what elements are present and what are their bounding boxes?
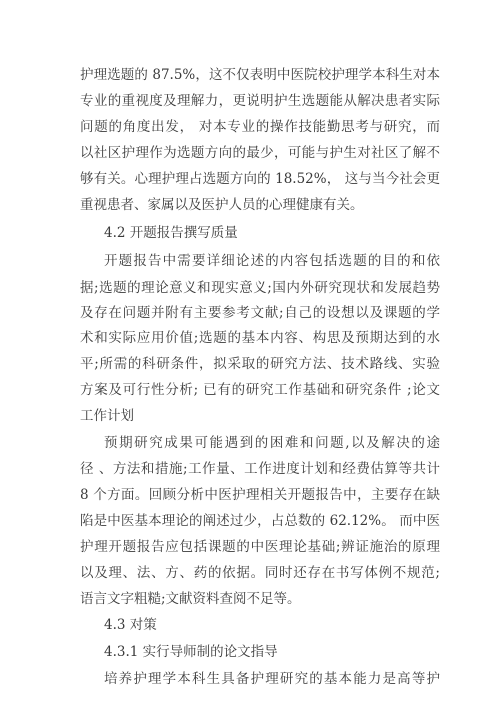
text-line: 平;所需的科研条件，拟采取的研究方法、技术路线、实验 bbox=[80, 356, 440, 372]
text-line: 以社区护理作为选题方向的最少，可能与护生对社区了解不 bbox=[80, 145, 440, 161]
text-line: 护理选题的 87.5%，这不仅表明中医院校护理学本科生对本 bbox=[80, 67, 440, 83]
text-line: 以及理、法、方、药的依据。同时还存在书写体例不规范; bbox=[80, 565, 440, 581]
text-line: 培养护理学本科生具备护理研究的基本能力是高等护 bbox=[104, 671, 440, 687]
subsection-heading: 4.3.1 实行导师制的论文指导 bbox=[104, 644, 278, 660]
text-line: 方案及可行性分析; 已有的研究工作基础和研究条件 ;论文 bbox=[80, 382, 440, 398]
section-heading: 4.3 对策 bbox=[104, 617, 157, 633]
text-line: 及存在问题并附有主要参考文献;自己的设想以及课题的学 bbox=[80, 305, 440, 321]
text-line: 语言文字粗糙;文献资料查阅不足等。 bbox=[80, 591, 301, 607]
text-line: 开题报告中需要详细论述的内容包括选题的目的和依 bbox=[104, 253, 440, 269]
text-line: 专业的重视度及理解力，更说明护生选题能从解决患者实际 bbox=[80, 93, 440, 109]
text-line: 工作计划 bbox=[80, 408, 134, 424]
text-line: 够有关。心理护理占选题方向的 18.52%， 这与当今社会更 bbox=[80, 171, 440, 187]
text-line: 据;选题的理论意义和现实意义;国内外研究现状和发展趋势 bbox=[80, 280, 440, 296]
text-line: 问题的角度出发， 对本专业的操作技能勤思考与研究，而 bbox=[80, 119, 440, 135]
text-line: 径 、方法和措施;工作量、工作进度计划和经费估算等共计 bbox=[80, 461, 440, 477]
section-heading: 4.2 开题报告撰写质量 bbox=[104, 225, 238, 241]
text-line: 陷是中医基本理论的阐述过少，占总数的 62.12%。 而中医 bbox=[80, 513, 440, 529]
text-line: 术和实际应用价值;选题的基本内容、构思及预期达到的水 bbox=[80, 330, 440, 346]
text-line: 8 个方面。回顾分析中医护理相关开题报告中，主要存在缺 bbox=[80, 487, 440, 503]
text-line: 重视患者、家属以及医护人员的心理健康有关。 bbox=[80, 197, 364, 213]
text-line: 护理开题报告应包括课题的中医理论基础;辨证施治的原理 bbox=[80, 539, 440, 555]
text-line: 预期研究成果可能遇到的困难和问题,以及解决的途 bbox=[104, 435, 440, 451]
